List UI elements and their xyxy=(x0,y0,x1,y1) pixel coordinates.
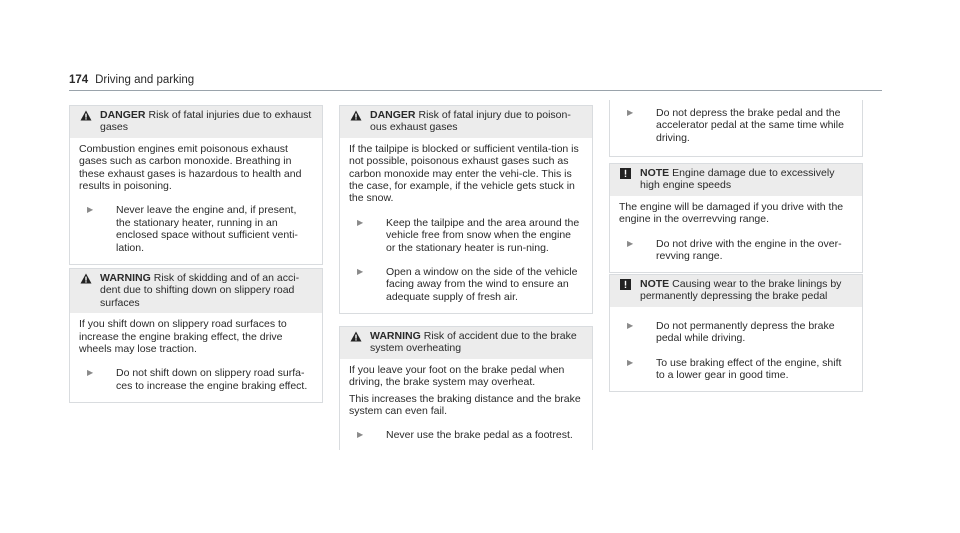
page-header xyxy=(69,74,960,86)
note-box-engine-speed xyxy=(609,163,863,273)
instruction-step xyxy=(79,367,313,392)
danger-box-poisonous-gases xyxy=(339,105,593,314)
step-text: Do not depress the brake pedal and the accelerator pedal at the same time while driving. xyxy=(656,107,844,144)
warning-box-brake-overheating xyxy=(339,326,593,450)
step-text: Never leave the engine and, if present, the stationary heater, running in an enclosed space without sufficient venti-lation. xyxy=(116,204,298,254)
box-title: Engine damage due to excessively high engine speeds xyxy=(640,167,835,192)
step-arrow-icon: ▶ xyxy=(627,320,634,330)
step-text: Do not permanently depress the brake pedal while driving. xyxy=(656,319,835,345)
instruction-step xyxy=(619,238,853,263)
step-arrow-icon: ▶ xyxy=(357,430,364,440)
paragraph: If you shift down on slippery road surfaces to increase the engine braking effect, the drive wheels may lose traction. xyxy=(79,318,287,356)
instruction-step xyxy=(619,357,853,382)
step-text: Open a window on the side of the vehicle facing away from the wind to ensure an adequate supply of fresh air. xyxy=(386,266,578,303)
page-number: 174 xyxy=(69,74,89,86)
box-heading xyxy=(70,269,322,313)
warning-triangle-icon xyxy=(80,110,92,121)
box-title: Risk of fatal injury due to poison-ous exhaust gases xyxy=(370,109,571,134)
step-arrow-icon: ▶ xyxy=(87,205,94,215)
section-title: Driving and parking xyxy=(95,74,195,86)
warning-box-skidding xyxy=(69,268,323,403)
signal-word: DANGER xyxy=(100,109,146,121)
note-exclamation-icon xyxy=(620,168,631,179)
step-text: Keep the tailpipe and the area around the vehicle free from snow when the engine or the stationary heater is run-ning. xyxy=(386,216,580,254)
step-arrow-icon: ▶ xyxy=(357,217,364,227)
paragraph: If you leave your foot on the brake pedal when driving, the brake system may overheat. xyxy=(349,363,565,389)
signal-word: WARNING xyxy=(100,272,151,284)
danger-box-exhaust xyxy=(69,105,323,265)
box-title: Risk of skidding and of an acci-dent due to shifting down on slippery road surfaces xyxy=(100,272,300,309)
signal-word: NOTE xyxy=(640,278,670,290)
paragraph: The engine will be damaged if you drive with the engine in the overrevving range. xyxy=(619,200,844,226)
signal-word: DANGER xyxy=(370,109,416,121)
signal-word: WARNING xyxy=(370,330,421,342)
instruction-step xyxy=(79,204,313,254)
box-title: Risk of fatal injuries due to exhaust gases xyxy=(100,109,312,134)
step-text: To use braking effect of the engine, shift to a lower gear in good time. xyxy=(656,356,842,382)
step-text: Do not shift down on slippery road surfa-ces to increase the engine braking effect. xyxy=(116,367,308,392)
note-box-brake-linings xyxy=(609,274,863,392)
instruction-step xyxy=(349,429,583,441)
step-arrow-icon: ▶ xyxy=(357,267,364,277)
note-exclamation-icon xyxy=(620,279,631,290)
step-arrow-icon: ▶ xyxy=(627,357,634,367)
step-arrow-icon: ▶ xyxy=(627,238,634,248)
box-title: Causing wear to the brake linings by permanently depressing the brake pedal xyxy=(640,278,842,303)
box-heading xyxy=(70,106,322,138)
continuation-box xyxy=(609,100,863,157)
step-arrow-icon: ▶ xyxy=(627,108,634,117)
step-arrow-icon: ▶ xyxy=(87,368,94,378)
box-title: Risk of accident due to the brake system overheating xyxy=(370,330,577,355)
step-text: Do not drive with the engine in the over-revving range. xyxy=(656,237,842,263)
paragraph: Combustion engines emit poisonous exhaust gases such as carbon monoxide. Breathing in these exhaust gases is hazardous to health and results in poisoning. xyxy=(79,142,302,193)
box-heading xyxy=(340,327,592,359)
paragraph: This increases the braking distance and the brake system can even fail. xyxy=(349,392,581,418)
signal-word: NOTE xyxy=(640,167,670,179)
instruction-step xyxy=(619,320,853,345)
box-heading xyxy=(340,106,592,138)
warning-triangle-icon xyxy=(350,110,362,121)
box-heading xyxy=(610,164,862,196)
instruction-step xyxy=(619,107,853,144)
paragraph: If the tailpipe is blocked or sufficient ventila-tion is not possible, poisonous exhaust gases such as carbon monoxide may enter the vehi-cle. This is the case, for example, if the vehicle gets stuck in the snow. xyxy=(349,142,579,205)
box-heading xyxy=(610,275,862,307)
instruction-step xyxy=(349,217,583,254)
step-text: Never use the brake pedal as a footrest. xyxy=(386,429,573,442)
header-divider xyxy=(69,90,882,91)
warning-triangle-icon xyxy=(350,331,362,342)
instruction-step xyxy=(349,266,583,303)
warning-triangle-icon xyxy=(80,273,92,284)
